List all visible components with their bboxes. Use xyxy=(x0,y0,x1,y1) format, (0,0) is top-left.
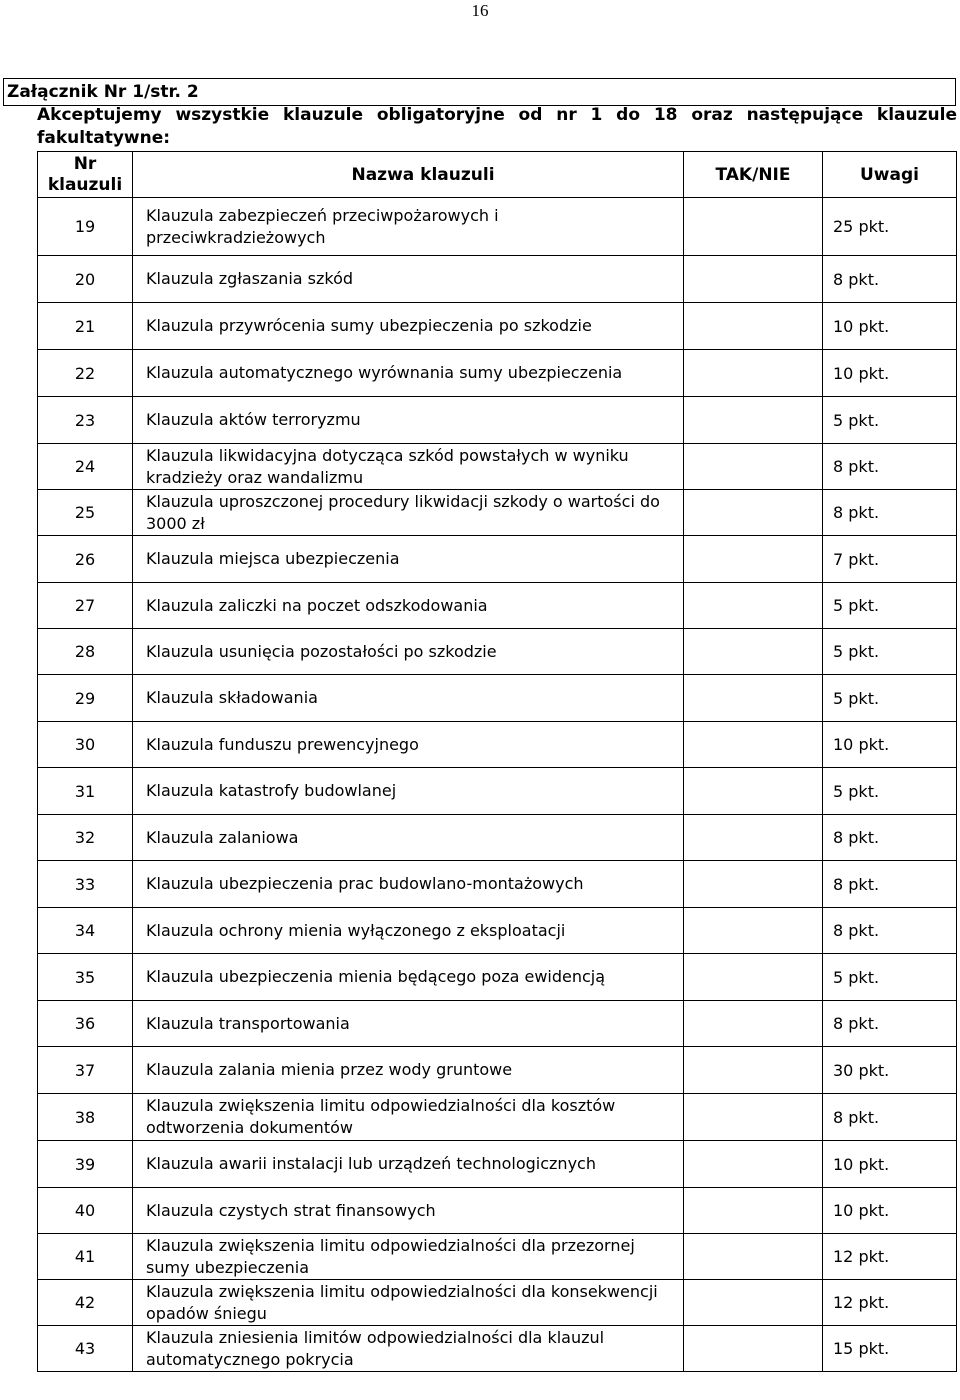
yes-no-cell[interactable] xyxy=(684,1234,823,1280)
clause-number: 41 xyxy=(38,1234,133,1280)
clause-number: 19 xyxy=(38,198,133,256)
clause-name: Klauzula uproszczonej procedury likwidacji szkody o wartości do 3000 zł xyxy=(133,490,684,536)
annex-header-box xyxy=(3,78,956,106)
clause-name: Klauzula ubezpieczenia prac budowlano-montażowych xyxy=(133,861,684,908)
table-row xyxy=(38,1047,957,1094)
annex-title: Załącznik Nr 1/str. 2 xyxy=(7,82,199,102)
table-row xyxy=(38,815,957,861)
clause-number: 38 xyxy=(38,1094,133,1141)
clause-points: 25 pkt. xyxy=(823,198,957,256)
table-row xyxy=(38,1280,957,1326)
clause-name: Klauzula zaliczki na poczet odszkodowania xyxy=(133,583,684,629)
clause-number: 36 xyxy=(38,1001,133,1047)
clause-points: 12 pkt. xyxy=(823,1280,957,1326)
yes-no-cell[interactable] xyxy=(684,1001,823,1047)
clause-points: 5 pkt. xyxy=(823,954,957,1001)
table-row xyxy=(38,1094,957,1141)
clause-points: 8 pkt. xyxy=(823,1001,957,1047)
yes-no-cell[interactable] xyxy=(684,1188,823,1234)
clause-number: 28 xyxy=(38,629,133,675)
clause-name: Klauzula czystych strat finansowych xyxy=(133,1188,684,1234)
header-nr: Nr klauzuli xyxy=(38,152,133,198)
clause-name: Klauzula zniesienia limitów odpowiedzialności dla klauzul automatycznego pokrycia xyxy=(133,1326,684,1372)
header-notes: Uwagi xyxy=(823,152,957,198)
yes-no-cell[interactable] xyxy=(684,815,823,861)
clause-name: Klauzula zwiększenia limitu odpowiedzialności dla kosztów odtworzenia dokumentów xyxy=(133,1094,684,1141)
table-row xyxy=(38,1001,957,1047)
table-row xyxy=(38,675,957,722)
yes-no-cell[interactable] xyxy=(684,583,823,629)
table-row xyxy=(38,1141,957,1188)
yes-no-cell[interactable] xyxy=(684,303,823,350)
yes-no-cell[interactable] xyxy=(684,198,823,256)
clause-number: 20 xyxy=(38,256,133,303)
table-row xyxy=(38,908,957,954)
table-row xyxy=(38,490,957,536)
clause-name: Klauzula likwidacyjna dotycząca szkód powstałych w wyniku kradzieży oraz wandalizmu xyxy=(133,444,684,490)
intro-text: Akceptujemy wszystkie klauzule obligatoryjne od nr 1 do 18 oraz następujące klauzule fakultatywne: xyxy=(37,105,957,148)
yes-no-cell[interactable] xyxy=(684,444,823,490)
clause-name: Klauzula zalaniowa xyxy=(133,815,684,861)
clause-points: 8 pkt. xyxy=(823,1094,957,1141)
table-row xyxy=(38,1326,957,1372)
clause-points: 10 pkt. xyxy=(823,303,957,350)
clause-points: 30 pkt. xyxy=(823,1047,957,1094)
yes-no-cell[interactable] xyxy=(684,256,823,303)
clause-number: 26 xyxy=(38,536,133,583)
clause-number: 27 xyxy=(38,583,133,629)
table-header-row xyxy=(38,152,957,198)
header-yes-no: TAK/NIE xyxy=(684,152,823,198)
yes-no-cell[interactable] xyxy=(684,1280,823,1326)
clause-number: 23 xyxy=(38,397,133,444)
clause-points: 10 pkt. xyxy=(823,722,957,768)
clause-number: 31 xyxy=(38,768,133,815)
yes-no-cell[interactable] xyxy=(684,768,823,815)
yes-no-cell[interactable] xyxy=(684,536,823,583)
clause-name: Klauzula transportowania xyxy=(133,1001,684,1047)
clause-points: 5 pkt. xyxy=(823,629,957,675)
clause-number: 32 xyxy=(38,815,133,861)
table-row xyxy=(38,722,957,768)
clause-name: Klauzula aktów terroryzmu xyxy=(133,397,684,444)
clause-name: Klauzula zabezpieczeń przeciwpożarowych i przeciwkradzieżowych xyxy=(133,198,684,256)
table-row xyxy=(38,444,957,490)
clause-points: 8 pkt. xyxy=(823,908,957,954)
clause-name: Klauzula składowania xyxy=(133,675,684,722)
clause-points: 10 pkt. xyxy=(823,1141,957,1188)
clause-points: 5 pkt. xyxy=(823,675,957,722)
table-row xyxy=(38,1234,957,1280)
clause-points: 5 pkt. xyxy=(823,397,957,444)
clause-points: 10 pkt. xyxy=(823,1188,957,1234)
clause-name: Klauzula zwiększenia limitu odpowiedzialności dla konsekwencji opadów śniegu xyxy=(133,1280,684,1326)
clause-number: 42 xyxy=(38,1280,133,1326)
table-row xyxy=(38,256,957,303)
clause-name: Klauzula miejsca ubezpieczenia xyxy=(133,536,684,583)
clause-number: 37 xyxy=(38,1047,133,1094)
header-name: Nazwa klauzuli xyxy=(133,152,684,198)
page-number: 16 xyxy=(471,1,489,20)
clause-number: 39 xyxy=(38,1141,133,1188)
clause-number: 29 xyxy=(38,675,133,722)
clause-name: Klauzula zalania mienia przez wody gruntowe xyxy=(133,1047,684,1094)
clause-number: 40 xyxy=(38,1188,133,1234)
clause-name: Klauzula ubezpieczenia mienia będącego poza ewidencją xyxy=(133,954,684,1001)
clause-points: 8 pkt. xyxy=(823,444,957,490)
yes-no-cell[interactable] xyxy=(684,1047,823,1094)
clause-points: 5 pkt. xyxy=(823,583,957,629)
clause-name: Klauzula funduszu prewencyjnego xyxy=(133,722,684,768)
yes-no-cell[interactable] xyxy=(684,629,823,675)
clause-number: 22 xyxy=(38,350,133,397)
table-row xyxy=(38,954,957,1001)
clause-number: 21 xyxy=(38,303,133,350)
yes-no-cell[interactable] xyxy=(684,954,823,1001)
clause-number: 34 xyxy=(38,908,133,954)
clause-name: Klauzula zwiększenia limitu odpowiedzialności dla przezornej sumy ubezpieczenia xyxy=(133,1234,684,1280)
yes-no-cell[interactable] xyxy=(684,350,823,397)
clause-number: 24 xyxy=(38,444,133,490)
yes-no-cell[interactable] xyxy=(684,1141,823,1188)
clause-number: 25 xyxy=(38,490,133,536)
clause-number: 30 xyxy=(38,722,133,768)
yes-no-cell[interactable] xyxy=(684,675,823,722)
clause-number: 33 xyxy=(38,861,133,908)
clause-number: 43 xyxy=(38,1326,133,1372)
clause-points: 8 pkt. xyxy=(823,815,957,861)
table-row xyxy=(38,629,957,675)
clause-name: Klauzula awarii instalacji lub urządzeń technologicznych xyxy=(133,1141,684,1188)
clause-name: Klauzula przywrócenia sumy ubezpieczenia po szkodzie xyxy=(133,303,684,350)
yes-no-cell[interactable] xyxy=(684,397,823,444)
yes-no-cell[interactable] xyxy=(684,490,823,536)
yes-no-cell[interactable] xyxy=(684,861,823,908)
yes-no-cell[interactable] xyxy=(684,1326,823,1372)
clause-points: 10 pkt. xyxy=(823,350,957,397)
table-body xyxy=(38,198,957,1372)
clause-name: Klauzula katastrofy budowlanej xyxy=(133,768,684,815)
clause-name: Klauzula ochrony mienia wyłączonego z eksploatacji xyxy=(133,908,684,954)
clause-name: Klauzula usunięcia pozostałości po szkodzie xyxy=(133,629,684,675)
yes-no-cell[interactable] xyxy=(684,1094,823,1141)
table-row xyxy=(38,1188,957,1234)
clause-points: 8 pkt. xyxy=(823,256,957,303)
clause-number: 35 xyxy=(38,954,133,1001)
table-row xyxy=(38,768,957,815)
clause-name: Klauzula zgłaszania szkód xyxy=(133,256,684,303)
clause-name: Klauzula automatycznego wyrównania sumy ubezpieczenia xyxy=(133,350,684,397)
yes-no-cell[interactable] xyxy=(684,908,823,954)
table-row xyxy=(38,198,957,256)
table-row xyxy=(38,397,957,444)
clause-points: 5 pkt. xyxy=(823,768,957,815)
clause-points: 8 pkt. xyxy=(823,861,957,908)
clause-points: 12 pkt. xyxy=(823,1234,957,1280)
table-row xyxy=(38,303,957,350)
table-row xyxy=(38,861,957,908)
clause-points: 8 pkt. xyxy=(823,490,957,536)
table-row xyxy=(38,583,957,629)
clause-points: 15 pkt. xyxy=(823,1326,957,1372)
clauses-table xyxy=(37,151,957,1372)
yes-no-cell[interactable] xyxy=(684,722,823,768)
table-row xyxy=(38,536,957,583)
table-row xyxy=(38,350,957,397)
clause-points: 7 pkt. xyxy=(823,536,957,583)
